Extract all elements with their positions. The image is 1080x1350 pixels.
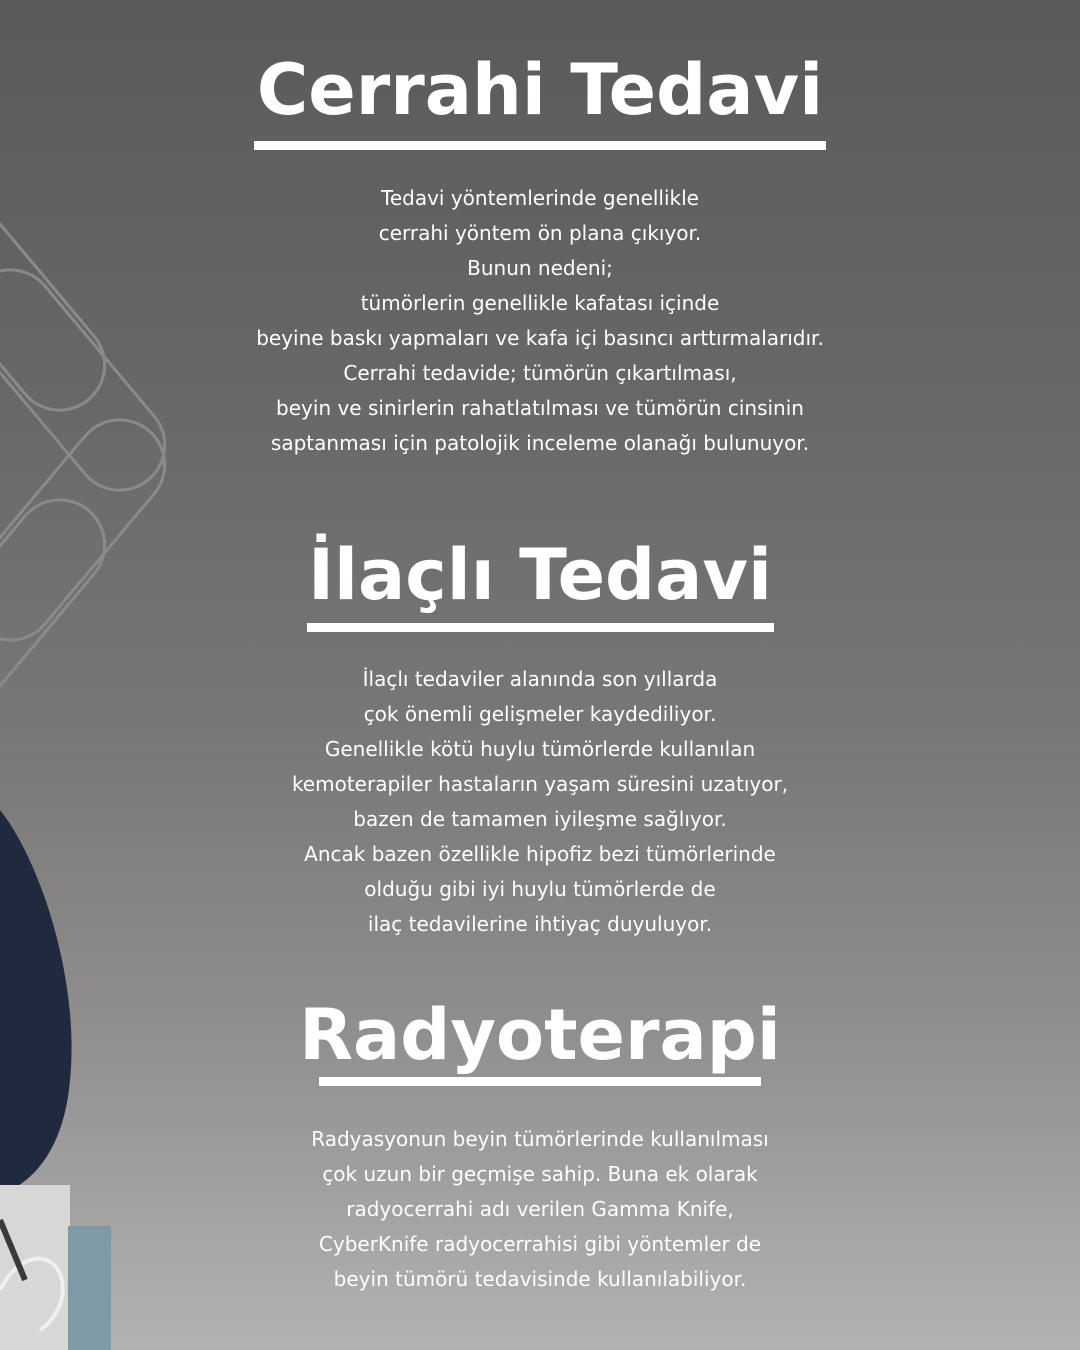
paragraph-line: Tedavi yöntemlerinde genellikle bbox=[381, 186, 699, 210]
paragraph-line: ilaç tedavilerine ihtiyaç duyuluyor. bbox=[367, 912, 713, 936]
paragraph-line: İlaçlı tedaviler alanında son yıllarda bbox=[362, 667, 718, 691]
title-underline bbox=[319, 1077, 761, 1086]
paragraph-line: saptanması için patolojik inceleme olanağı bulunuyor. bbox=[270, 431, 810, 455]
section-paragraph bbox=[0, 181, 1080, 461]
section-cerrahi-tedavi bbox=[0, 50, 1080, 461]
section-title: Radyoterapi bbox=[299, 994, 781, 1076]
section-title: Cerrahi Tedavi bbox=[256, 49, 824, 131]
paragraph-line: cerrahi yöntem ön plana çıkıyor. bbox=[378, 221, 702, 245]
paragraph-line: beyin tümörü tedavisinde kullanılabiliyor. bbox=[333, 1267, 747, 1291]
paragraph-line: Cerrahi tedavide; tümörün çıkartılması, bbox=[343, 361, 737, 385]
paragraph-line: Bunun nedeni; bbox=[467, 256, 613, 280]
section-title: İlaçlı Tedavi bbox=[307, 534, 773, 616]
paragraph-line: bazen de tamamen iyileşme sağlıyor. bbox=[353, 807, 727, 831]
paragraph-line: beyine baskı yapmaları ve kafa içi basıncı arttırmalarıdır. bbox=[256, 326, 824, 350]
paragraph-line: tümörlerin genellikle kafatası içinde bbox=[360, 291, 720, 315]
paragraph-line: radyocerrahi adı verilen Gamma Knife, bbox=[346, 1197, 734, 1221]
title-underline bbox=[307, 623, 774, 632]
section-paragraph bbox=[0, 662, 1080, 942]
section-radyoterapi bbox=[0, 995, 1080, 1297]
paragraph-line: olduğu gibi iyi huylu tümörlerde de bbox=[364, 877, 716, 901]
paragraph-line: Radyasyonun beyin tümörlerinde kullanılması bbox=[311, 1127, 769, 1151]
paragraph-line: kemoterapiler hastaların yaşam süresini uzatıyor, bbox=[291, 772, 789, 796]
paragraph-line: çok önemli gelişmeler kaydediliyor. bbox=[363, 702, 717, 726]
paragraph-line: CyberKnife radyocerrahisi gibi yöntemler de bbox=[318, 1232, 762, 1256]
paragraph-line: Ancak bazen özellikle hipofiz bezi tümörlerinde bbox=[304, 842, 776, 866]
paragraph-line: beyin ve sinirlerin rahatlatılması ve tümörün cinsinin bbox=[276, 396, 804, 420]
section-paragraph bbox=[0, 1122, 1080, 1297]
title-underline bbox=[254, 141, 826, 150]
paragraph-line: Genellikle kötü huylu tümörlerde kullanılan bbox=[324, 737, 756, 761]
paragraph-line: çok uzun bir geçmişe sahip. Buna ek olarak bbox=[322, 1162, 758, 1186]
section-ilacli-tedavi bbox=[0, 535, 1080, 942]
